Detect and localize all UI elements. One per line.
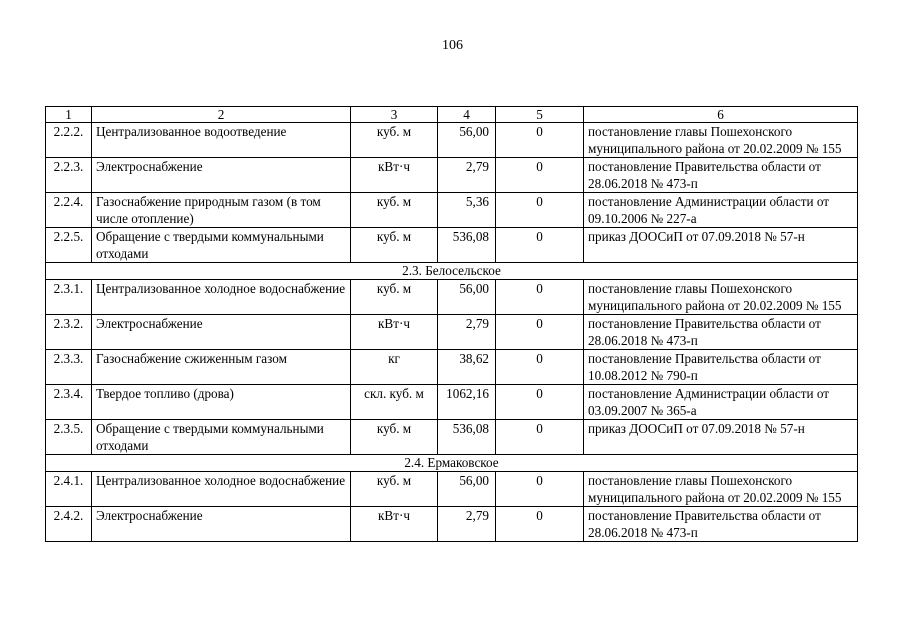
unit-of-measure: куб. м	[351, 280, 438, 315]
norm-value: 56,00	[438, 123, 496, 158]
service-name: Централизованное холодное водоснабжение	[92, 280, 351, 315]
table-row	[46, 385, 858, 420]
service-name: Централизованное холодное водоснабжение	[92, 472, 351, 507]
table-body	[46, 123, 858, 542]
column-header: 5	[496, 107, 584, 123]
column-5-value: 0	[496, 280, 584, 315]
column-header: 2	[92, 107, 351, 123]
legal-basis: постановление Администрации области от 03.09.2007 № 365-а	[584, 385, 858, 420]
norm-value: 536,08	[438, 228, 496, 263]
column-5-value: 0	[496, 350, 584, 385]
column-5-value: 0	[496, 228, 584, 263]
service-name: Газоснабжение сжиженным газом	[92, 350, 351, 385]
table-row	[46, 193, 858, 228]
unit-of-measure: кВт·ч	[351, 158, 438, 193]
row-number: 2.3.5.	[46, 420, 92, 455]
table-header-row	[46, 107, 858, 123]
service-name: Электроснабжение	[92, 158, 351, 193]
table-row	[46, 472, 858, 507]
section-title: 2.4. Ермаковское	[46, 455, 858, 472]
column-5-value: 0	[496, 472, 584, 507]
page-number: 106	[442, 38, 463, 53]
row-number: 2.2.4.	[46, 193, 92, 228]
column-5-value: 0	[496, 507, 584, 542]
norm-value: 2,79	[438, 158, 496, 193]
service-name: Обращение с твердыми коммунальными отходами	[92, 228, 351, 263]
column-header: 4	[438, 107, 496, 123]
service-name: Твердое топливо (дрова)	[92, 385, 351, 420]
row-number: 2.4.2.	[46, 507, 92, 542]
norm-value: 2,79	[438, 507, 496, 542]
unit-of-measure: куб. м	[351, 123, 438, 158]
norm-value: 56,00	[438, 280, 496, 315]
unit-of-measure: куб. м	[351, 228, 438, 263]
legal-basis: постановление Правительства области от 28.06.2018 № 473-п	[584, 158, 858, 193]
column-header: 3	[351, 107, 438, 123]
legal-basis: постановление Правительства области от 28.06.2018 № 473-п	[584, 507, 858, 542]
column-header: 1	[46, 107, 92, 123]
service-name: Газоснабжение природным газом (в том числе отопление)	[92, 193, 351, 228]
legal-basis: постановление Правительства области от 10.08.2012 № 790-п	[584, 350, 858, 385]
norm-value: 5,36	[438, 193, 496, 228]
section-row	[46, 455, 858, 472]
column-5-value: 0	[496, 193, 584, 228]
table-row	[46, 123, 858, 158]
service-name: Электроснабжение	[92, 315, 351, 350]
column-5-value: 0	[496, 315, 584, 350]
table-row	[46, 280, 858, 315]
unit-of-measure: скл. куб. м	[351, 385, 438, 420]
service-name: Электроснабжение	[92, 507, 351, 542]
table-row	[46, 507, 858, 542]
column-5-value: 0	[496, 123, 584, 158]
row-number: 2.3.3.	[46, 350, 92, 385]
legal-basis: постановление главы Пошехонского муниципального района от 20.02.2009 № 155	[584, 123, 858, 158]
unit-of-measure: куб. м	[351, 472, 438, 507]
row-number: 2.4.1.	[46, 472, 92, 507]
row-number: 2.2.5.	[46, 228, 92, 263]
section-row	[46, 263, 858, 280]
row-number: 2.3.2.	[46, 315, 92, 350]
table-row	[46, 228, 858, 263]
norm-value: 536,08	[438, 420, 496, 455]
row-number: 2.3.4.	[46, 385, 92, 420]
norm-value: 2,79	[438, 315, 496, 350]
unit-of-measure: кВт·ч	[351, 507, 438, 542]
norm-value: 38,62	[438, 350, 496, 385]
table-row	[46, 315, 858, 350]
service-name: Централизованное водоотведение	[92, 123, 351, 158]
legal-basis: приказ ДООСиП от 07.09.2018 № 57-н	[584, 420, 858, 455]
norm-value: 56,00	[438, 472, 496, 507]
table-row	[46, 158, 858, 193]
legal-basis: постановление Администрации области от 09.10.2006 № 227-а	[584, 193, 858, 228]
unit-of-measure: кг	[351, 350, 438, 385]
legal-basis: постановление главы Пошехонского муниципального района от 20.02.2009 № 155	[584, 280, 858, 315]
norm-value: 1062,16	[438, 385, 496, 420]
legal-basis: постановление главы Пошехонского муниципального района от 20.02.2009 № 155	[584, 472, 858, 507]
row-number: 2.2.3.	[46, 158, 92, 193]
unit-of-measure: куб. м	[351, 193, 438, 228]
column-5-value: 0	[496, 420, 584, 455]
service-name: Обращение с твердыми коммунальными отходами	[92, 420, 351, 455]
column-5-value: 0	[496, 385, 584, 420]
row-number: 2.3.1.	[46, 280, 92, 315]
legal-basis: приказ ДООСиП от 07.09.2018 № 57-н	[584, 228, 858, 263]
section-title: 2.3. Белосельское	[46, 263, 858, 280]
column-5-value: 0	[496, 158, 584, 193]
tariff-table	[45, 106, 858, 542]
table-row	[46, 420, 858, 455]
row-number: 2.2.2.	[46, 123, 92, 158]
table-row	[46, 350, 858, 385]
unit-of-measure: кВт·ч	[351, 315, 438, 350]
legal-basis: постановление Правительства области от 28.06.2018 № 473-п	[584, 315, 858, 350]
column-header: 6	[584, 107, 858, 123]
unit-of-measure: куб. м	[351, 420, 438, 455]
